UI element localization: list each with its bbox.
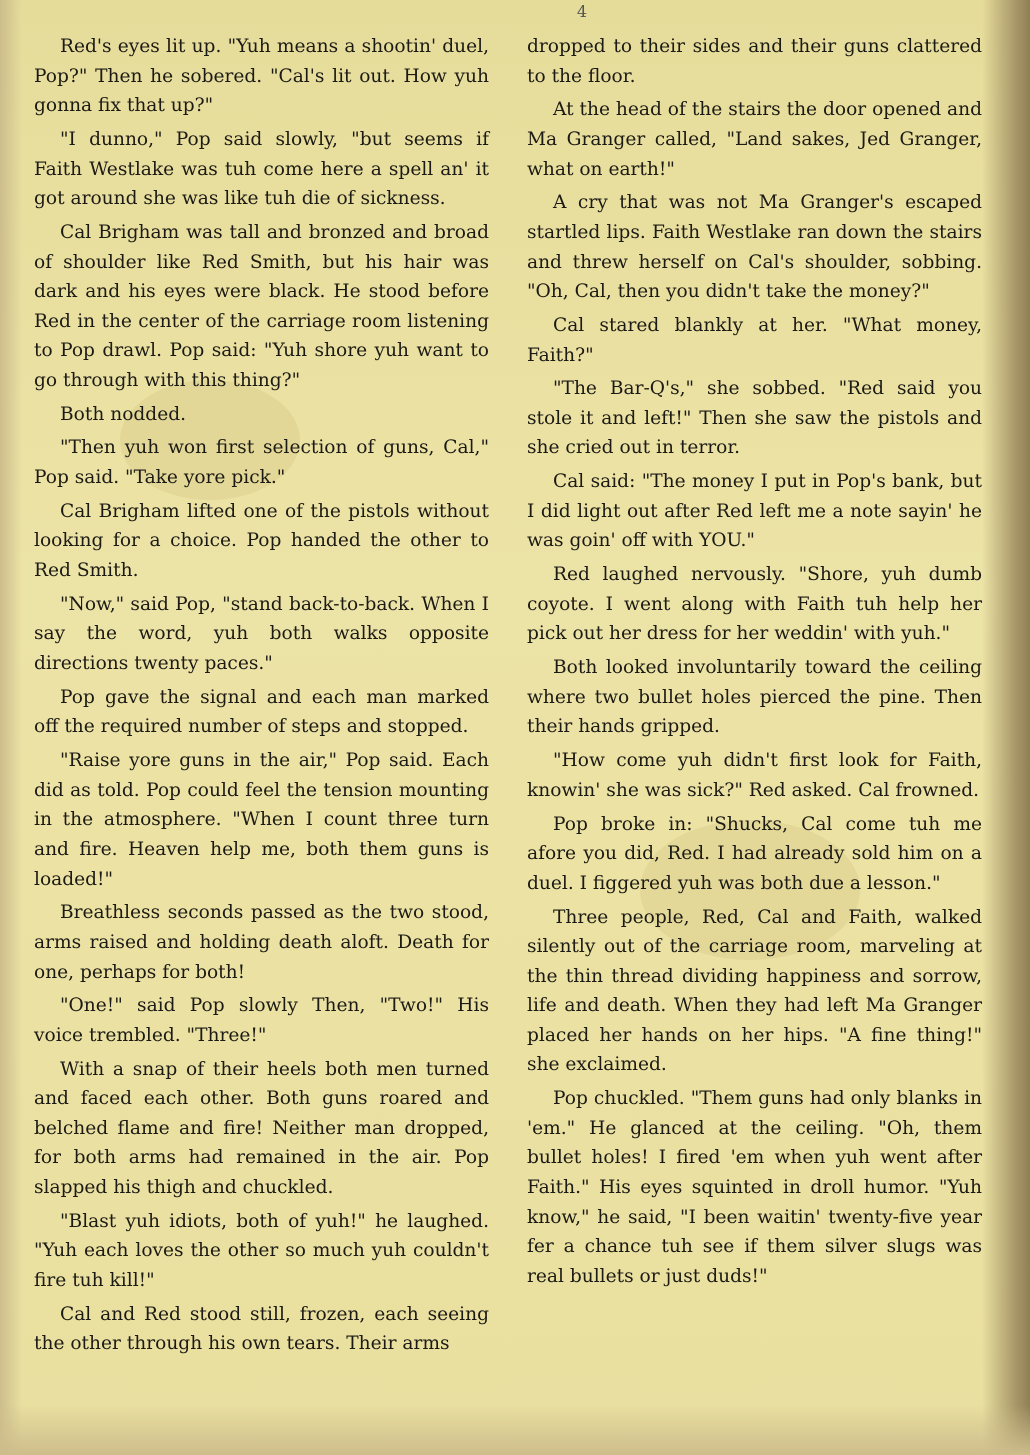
page-edge-bottom [0, 1405, 1030, 1455]
paragraph: Both looked involuntarily toward the ceiling where two bullet holes pierced the pine. Then their hands gripped. [527, 657, 982, 738]
paragraph: Pop broke in: "Shucks, Cal come tuh me afore you did, Red. I had already sold him on a duel. I figgered yuh was both due a lesson." [527, 813, 982, 894]
paragraph: Cal said: "The money I put in Pop's bank, but I did light out after Red left me a note sayin' he was goin' off with YOU." [527, 471, 982, 552]
paragraph: With a snap of their heels both men turned and faced each other. Both guns roared and belched flame and fire! Neither man dropped, for both arms had remained in the air. Pop slapped his thigh and chuckled. [34, 1058, 489, 1199]
paragraph: Breathless seconds passed as the two stood, arms raised and holding death aloft. Death for one, perhaps for both! [34, 902, 489, 983]
page-folio: 4 [576, 2, 588, 21]
paragraph: "Blast yuh idiots, both of yuh!" he laughed. "Yuh each loves the other so much yuh couldn't fire tuh kill!" [34, 1210, 489, 1291]
paragraph: "Raise yore guns in the air," Pop said. Each did as told. Pop could feel the tension mounting in the atmosphere. "When I count three turn and fire. Heaven help me, both them guns is loaded!" [34, 750, 489, 890]
paragraph: At the head of the stairs the door opened and Ma Granger called, "Land sakes, Jed Granger, what on earth!" [527, 99, 982, 180]
paragraph: "One!" said Pop slowly Then, "Two!" His voice trembled. "Three!" [34, 995, 489, 1046]
paragraph: "I dunno," Pop said slowly, "but seems if Faith Westlake was tuh come here a spell an' it got around she was like tuh die of sickness. [34, 128, 489, 210]
paragraph: Red's eyes lit up. "Yuh means a shootin' duel, Pop?" Then he sobered. "Cal's lit out. How yuh gonna fix that up?" [34, 36, 489, 117]
paragraph: "Now," said Pop, "stand back-to-back. When I say the word, yuh both walks opposite directions twenty paces." [34, 593, 489, 674]
paragraph: Cal and Red stood still, frozen, each seeing the other through his own tears. Their arms [34, 1303, 489, 1355]
page-edge-right [982, 0, 1030, 1455]
paragraph: "Then yuh won first selection of guns, Cal," Pop said. "Take yore pick." [34, 437, 489, 489]
paragraph: "The Bar-Q's," she sobbed. "Red said you stole it and left!" Then she saw the pistols and she cried out in terror. [527, 378, 982, 459]
page-edge-left [0, 0, 22, 1455]
paragraph: Three people, Red, Cal and Faith, walked silently out of the carriage room, marveling at the thin thread dividing happiness and sorrow, life and death. When they had left Ma Granger placed her hands on her hips. "A fine thing!" she exclaimed. [527, 906, 982, 1076]
paragraph: Both nodded. [60, 403, 187, 425]
paragraph: Pop gave the signal and each man marked off the required number of steps and stopped. [34, 686, 489, 738]
paragraph: "How come yuh didn't first look for Faith, knowin' she was sick?" Red asked. Cal frowned. [527, 750, 982, 801]
paragraph-continuation: dropped to their sides and their guns clattered to the floor. [527, 36, 982, 87]
paragraph: Cal stared blankly at her. "What money, Faith?" [527, 314, 982, 366]
left-column [34, 32, 489, 1363]
paragraph: Cal Brigham was tall and bronzed and broad of shoulder like Red Smith, but his hair was dark and his eyes were black. He stood before Red in the center of the carriage room listening to Pop drawl. Pop said: "Yuh shore yuh want to go through with this thing?" [34, 221, 489, 391]
paragraph: A cry that was not Ma Granger's escaped startled lips. Faith Westlake ran down the stairs and threw herself on Cal's shoulder, sobbing. "Oh, Cal, then you didn't take the money?" [527, 192, 982, 303]
paragraph: Cal Brigham lifted one of the pistols without looking for a choice. Pop handed the other to Red Smith. [34, 500, 489, 582]
right-column [527, 32, 982, 1296]
paragraph: Red laughed nervously. "Shore, yuh dumb coyote. I went along with Faith tuh help her pick out her dress for her weddin' with yuh." [527, 564, 982, 645]
paragraph: Pop chuckled. "Them guns had only blanks in 'em." He glanced at the ceiling. "Oh, them bullet holes! I fired 'em when yuh went after Faith." His eyes squinted in droll humor. "Yuh know," he said, "I been waitin' twenty-five year fer a chance tuh see if them silver slugs was real bullets or just duds!" [527, 1088, 982, 1287]
